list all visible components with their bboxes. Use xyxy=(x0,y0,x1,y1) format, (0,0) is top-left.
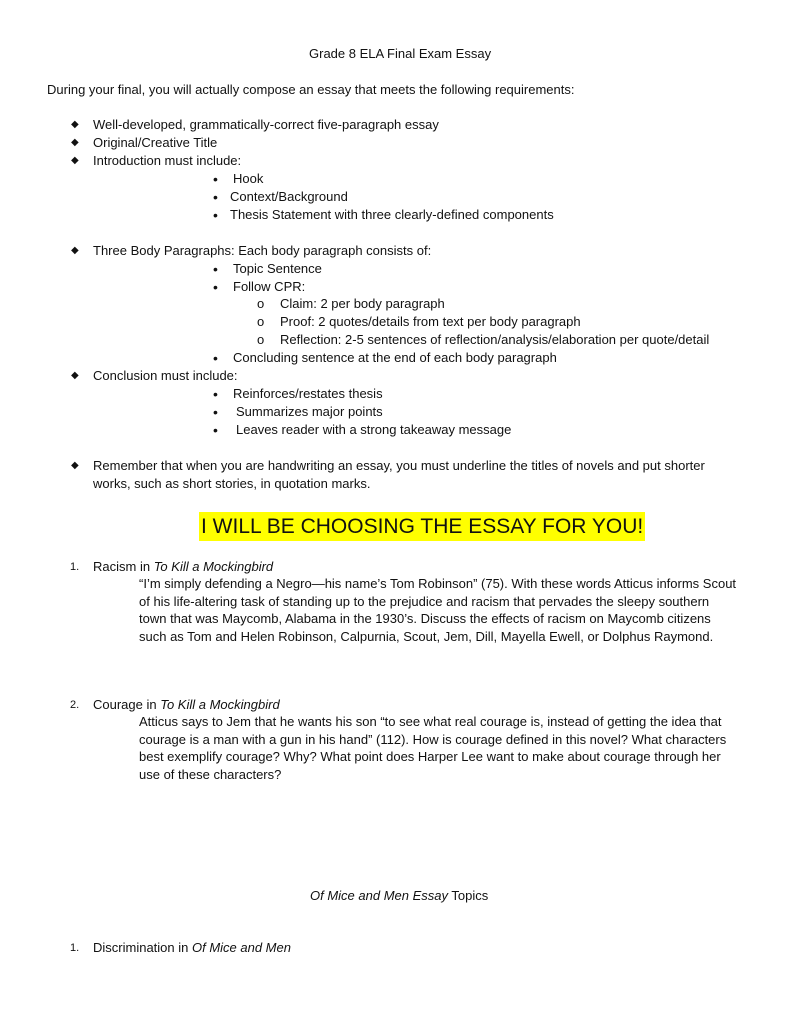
circle-bullet-icon: o xyxy=(257,314,265,329)
sub-item: Hook xyxy=(233,171,264,186)
section-heading: Of Mice and Men Essay Topics xyxy=(310,888,489,903)
sub-item: Context/Background xyxy=(230,189,348,204)
diamond-bullet-icon: ◆ xyxy=(71,137,79,148)
intro-paragraph: During your final, you will actually compose an essay that meets the following requirements: xyxy=(47,82,575,97)
dot-bullet-icon: • xyxy=(213,207,218,223)
topic-prompt: Atticus says to Jem that he wants his son “to see what real courage is, instead of getting the idea that courage is a man with a gun in his hand” (112). How is courage defined in this novel? What characters best exemplify courage? Why? What point does Harper Lee want to make about courage through her use of these characters? xyxy=(139,714,727,782)
diamond-bullet-icon: ◆ xyxy=(71,370,79,381)
dot-bullet-icon: • xyxy=(213,171,218,187)
page-title: Grade 8 ELA Final Exam Essay xyxy=(309,46,492,61)
sub-item: Reinforces/restates thesis xyxy=(233,386,383,401)
topic-number: 1. xyxy=(70,561,80,573)
dot-bullet-icon: • xyxy=(213,386,218,402)
circle-bullet-icon: o xyxy=(257,296,265,311)
dot-bullet-icon: • xyxy=(213,261,218,277)
sub-item: Follow CPR: xyxy=(233,279,306,294)
circle-bullet-icon: o xyxy=(257,332,265,347)
diamond-bullet-icon: ◆ xyxy=(71,119,79,130)
sub-item: Topic Sentence xyxy=(233,261,322,276)
sub-item: Summarizes major points xyxy=(236,404,383,419)
topic-prompt: “I’m simply defending a Negro—his name’s Tom Robinson” (75). With these words Atticus informs Scout of his life-altering task of standing up to the prejudice and racism that pervades the sleepy southern town that was Maycomb, Alabama in the 1930’s. Discuss the effects of racism on Maycomb citizens such as Tom and Helen Robinson, Calpurnia, Scout, Jem, Dill, Mayella Ewell, or Dolphus Raymond. xyxy=(139,576,737,644)
topic-heading: Racism in To Kill a Mockingbird xyxy=(93,559,274,574)
cpr-item: Reflection: 2-5 sentences of reflection/analysis/elaboration per quote/detail xyxy=(280,332,710,347)
topic-heading: Courage in To Kill a Mockingbird xyxy=(93,697,280,712)
dot-bullet-icon: • xyxy=(213,279,218,295)
dot-bullet-icon: • xyxy=(213,404,218,420)
requirement-item: Original/Creative Title xyxy=(93,135,218,150)
cpr-item: Proof: 2 quotes/details from text per body paragraph xyxy=(280,314,581,329)
requirement-item: Remember that when you are handwriting an essay, you must underline the titles of novels and put shorter works, such as short stories, in quotation marks. xyxy=(93,458,705,491)
dot-bullet-icon: • xyxy=(213,422,218,438)
requirement-item: Introduction must include: xyxy=(93,153,242,168)
diamond-bullet-icon: ◆ xyxy=(71,155,79,166)
requirement-item: Three Body Paragraphs: Each body paragraph consists of: xyxy=(93,243,432,258)
diamond-bullet-icon: ◆ xyxy=(71,245,79,256)
highlighted-banner: I WILL BE CHOOSING THE ESSAY FOR YOU! xyxy=(199,512,645,541)
requirement-item: Conclusion must include: xyxy=(93,368,238,383)
diamond-bullet-icon: ◆ xyxy=(71,460,79,471)
dot-bullet-icon: • xyxy=(213,350,218,366)
sub-item: Concluding sentence at the end of each body paragraph xyxy=(233,350,557,365)
dot-bullet-icon: • xyxy=(213,189,218,205)
sub-item: Leaves reader with a strong takeaway message xyxy=(236,422,512,437)
sub-item: Thesis Statement with three clearly-defined components xyxy=(230,207,554,222)
topic-number: 1. xyxy=(70,942,80,954)
topic-heading: Discrimination in Of Mice and Men xyxy=(93,940,291,955)
requirement-item: Well-developed, grammatically-correct five-paragraph essay xyxy=(93,117,439,132)
cpr-item: Claim: 2 per body paragraph xyxy=(280,296,445,311)
topic-number: 2. xyxy=(70,699,80,711)
